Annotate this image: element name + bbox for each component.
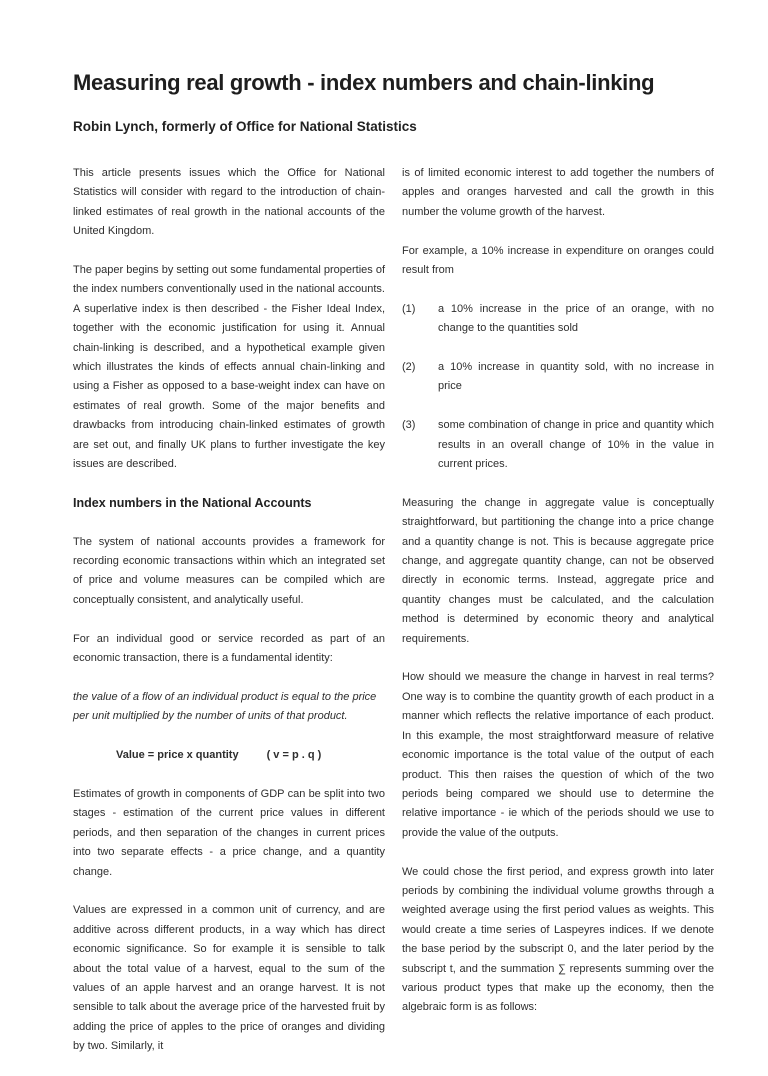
- list-item-number: (1): [402, 302, 416, 315]
- paragraph: Estimates of growth in components of GDP can be split into two stages - estimation of the current price values in different periods, and then separation of the changes in current prices into two separate effects - a price change, and a quantity change.: [73, 787, 385, 878]
- right-column: [402, 164, 714, 1037]
- list-item: [402, 416, 714, 474]
- section-heading: Index numbers in the National Accounts: [73, 495, 312, 510]
- formula-symbolic: ( v = p . q ): [266, 749, 322, 762]
- formula-text: Value = price x quantity: [116, 749, 239, 762]
- paragraph: Values are expressed in a common unit of currency, and are additive across different products, in a way which has direct economic significance. So for example it is sensible to talk about the total value of a harvest, equal to the sum of the values of an apple harvest and an orange harvest. It is not sensible to talk about the average price of the harvested fruit by adding the price of apples to the price of oranges and dividing by two. Similarly, it: [73, 904, 385, 1053]
- list-item: [402, 300, 714, 339]
- paragraph: Measuring the change in aggregate value is conceptually straightforward, but partitioning the change into a price change and a quantity change is not. This is because aggregate price change, and aggregate quantity change, can not be observed directly in economic terms. Instead, aggregate price and quantity changes must be calculated, and the calculation method is determined by economic theory and analytical requirements.: [402, 496, 714, 645]
- list-item: [402, 358, 714, 397]
- paragraph: This article presents issues which the Office for National Statistics will consider with regard to the introduction of chain-linked estimates of real growth in the national accounts of the United Kingdom.: [73, 167, 385, 238]
- list-item-number: (2): [402, 361, 416, 374]
- identity-statement: the value of a flow of an individual product is equal to the price per unit multiplied by the number of units of that product.: [73, 690, 377, 723]
- list-item-text: a 10% increase in quantity sold, with no increase in price: [438, 361, 714, 393]
- list-item-text: a 10% increase in the price of an orange, with no change to the quantities sold: [438, 302, 714, 335]
- list-item-number: (3): [402, 419, 416, 432]
- paragraph: For example, a 10% increase in expenditure on oranges could result from: [402, 244, 714, 277]
- paragraph: is of limited economic interest to add together the numbers of apples and oranges harvested and call the growth in this number the volume growth of the harvest.: [402, 167, 714, 218]
- paragraph: The paper begins by setting out some fundamental properties of the index numbers conventionally used in the national accounts. A superlative index is then described - the Fisher Ideal Index, together with the economic justification for using it. Annual chain-linking is described, and a hypothetical example given which illustrates the kinds of effects annual chain-linking and using a Fisher as opposed to a base-weight index can have on estimates of real growth. Some of the major benefits and drawbacks from introducing chain-linked estimates of growth are set out, and finally UK plans to further investigate the key issues are described.: [73, 264, 385, 471]
- formula: [73, 746, 385, 765]
- left-column: [73, 164, 385, 1076]
- paragraph: We could chose the first period, and express growth into later periods by combining the individual volume growths through a weighted average using the first period values as weights. This would create a time series of Laspeyres indices. If we denote the base period by the subscript 0, and the later period by the subscript t, and the summation ∑ represents summing over the various product types that make up the economy, then the algebraic form is as follows:: [402, 865, 714, 1014]
- author-line: Robin Lynch, formerly of Office for National Statistics: [73, 119, 417, 134]
- article-title: Measuring real growth - index numbers and chain-linking: [73, 70, 655, 95]
- paragraph: For an individual good or service recorded as part of an economic transaction, there is a fundamental identity:: [73, 632, 385, 665]
- paragraph: How should we measure the change in harvest in real terms? One way is to combine the quantity growth of each product in a manner which reflects the relative importance of each product. In this example, the most straightforward measure of relative economic importance is the total value of the output of each product. This then raises the question of which of the two periods being compared we should use to determine the relative importance - ie which of the periods should we use to provide the value of the outputs.: [402, 671, 714, 839]
- paragraph: The system of national accounts provides a framework for recording economic transactions within which an integrated set of price and volume measures can be compiled which are conceptually consistent, and analytically useful.: [73, 535, 385, 606]
- list-item-text: some combination of change in price and quantity which results in an overall change of 10% in the value in current prices.: [438, 419, 714, 471]
